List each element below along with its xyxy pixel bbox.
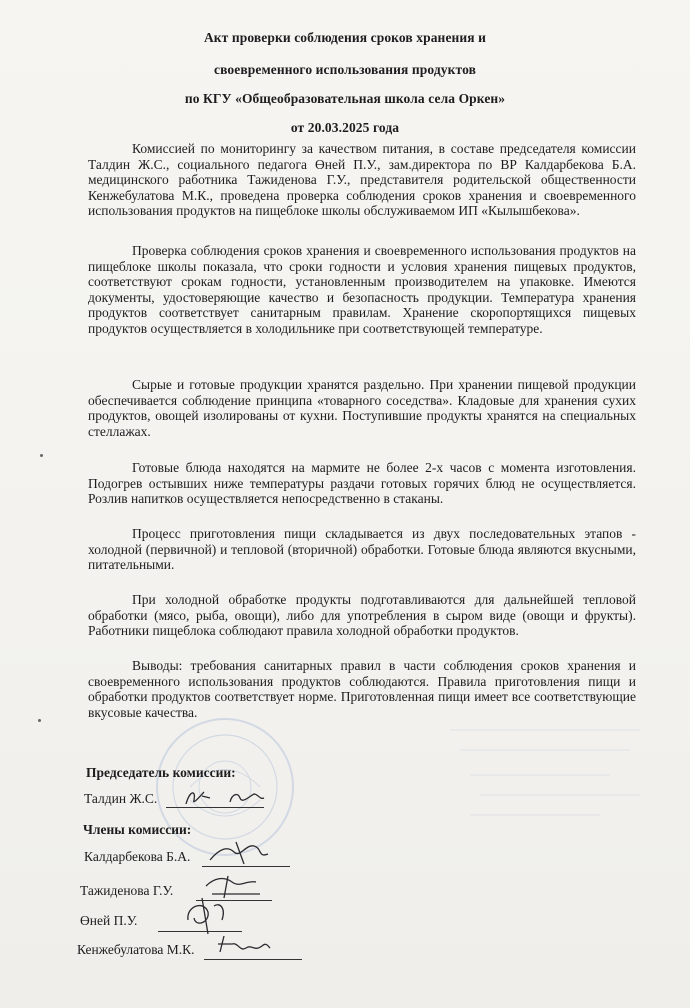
paragraph-ready-meals: Готовые блюда находятся на мармите не более 2-х часов с момента изготовления. Подогрев остывших ниже температуры раздачи готовых горячих блюд не осуществляется. Розлив напитков осуществляется непосредственно в стаканы. bbox=[88, 460, 636, 507]
members-heading: Члены комиссии: bbox=[83, 822, 192, 837]
paragraph-cooking-process: Процесс приготовления пищи складывается из двух последовательных этапов - холодной (первичной) и тепловой (вторичной) обработки. Готовые блюда являются вкусными, питательными. bbox=[88, 526, 636, 573]
paper-speck bbox=[40, 454, 43, 457]
chair-name: Талдин Ж.С. bbox=[84, 791, 158, 806]
paragraph-storage: Сырые и готовые продукции хранятся раздельно. При хранении пищевой продукции обеспечивается соблюдение принципа «товарного соседства». Кладовые для хранения сухих продуктов, овощей изолированы от кухни. Поступившие продукты хранятся на специальных стеллажах. bbox=[88, 377, 636, 439]
member-name: Калдарбекова Б.А. bbox=[84, 849, 191, 864]
member-signature bbox=[214, 930, 274, 960]
member-name: Тажиденова Г.У. bbox=[80, 883, 174, 898]
paragraph-cold-processing: При холодной обработке продукты подготавливаются для дальнейшей тепловой обработки (мясо, рыба, овощи), либо для употребления в сыром виде (овощи и фрукты). Работники пищеблока соблюдают правила холодной обработки продуктов. bbox=[88, 592, 636, 639]
member-signature bbox=[206, 838, 276, 868]
chair-signature bbox=[180, 786, 270, 810]
document-date: от 20.03.2025 года bbox=[290, 120, 400, 135]
member-name: Өней П.У. bbox=[80, 913, 138, 928]
paragraph-conclusions: Выводы: требования санитарных правил в части соблюдения сроков хранения и своевременного использования продуктов соблюдаются. Правила приготовления пищи и обработки продуктов соответствует норме. Приготовленная пищи имеет все соответствующие вкусовые качества. bbox=[88, 658, 636, 720]
paper-speck bbox=[38, 719, 41, 722]
document-title-line-3: по КГУ «Общеобразовательная школа села Оркен» bbox=[184, 91, 506, 106]
faded-imprint bbox=[440, 700, 650, 840]
paragraph-inspection: Проверка соблюдения сроков хранения и своевременного использования продуктов на пищеблоке школы показала, что сроки годности и условия хранения пищевых продуктов, соответствуют срокам годности, установленным производителем на упаковке. Имеются документы, удостоверяющие качество и безопасность продукции. Температура хранения продуктов соответствует санитарным правилам. Хранение скоропортящихся пищевых продуктов осуществляется в холодильнике при соответствующей температуре. bbox=[88, 243, 636, 336]
member-name: Кенжебулатова М.К. bbox=[77, 942, 195, 957]
paragraph-commission: Комиссией по мониторингу за качеством питания, в составе председателя комиссии Талдин Ж.С., социального педагога Өней П.У., зам.директора по ВР Калдарбекова Б.А. медицинского работника Тажиденова Г.У., представителя родительской общественности Кенжебулатова М.К., проведена проверка соблюдения сроков хранения и своевременного использования продуктов на пищеблоке школы обслуживаемом ИП «Кылышбекова». bbox=[88, 141, 636, 219]
document-title-line-1: Акт проверки соблюдения сроков хранения и bbox=[203, 30, 487, 45]
document-title-line-2: своевременного использования продуктов bbox=[214, 62, 476, 77]
chair-heading: Председатель комиссии: bbox=[86, 765, 236, 780]
